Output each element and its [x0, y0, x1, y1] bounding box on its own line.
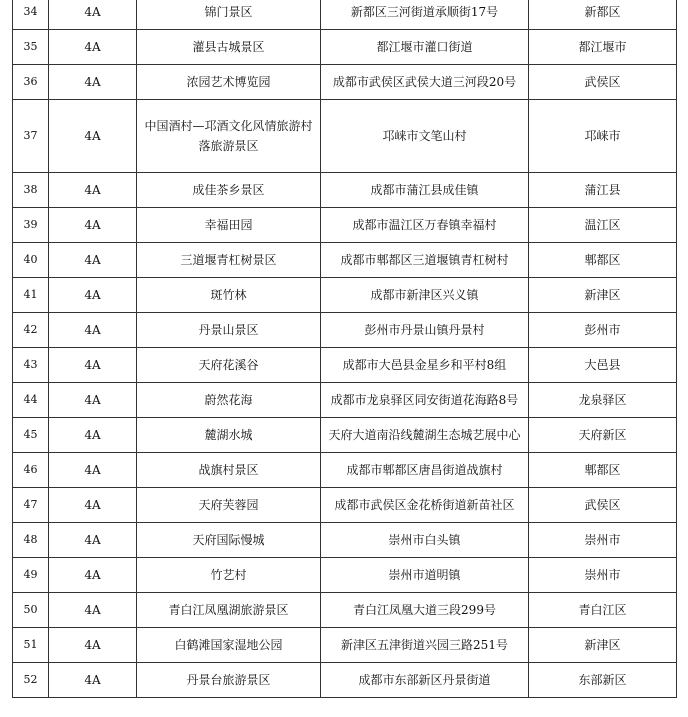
scenic-name-cell: 三道堰青杠树景区 — [137, 243, 321, 278]
district-cell: 新津区 — [529, 278, 677, 313]
scenic-name-cell: 天府花溪谷 — [137, 348, 321, 383]
address-cell: 都江堰市灌口街道 — [321, 30, 529, 65]
grade-cell: 4A — [49, 593, 137, 628]
table-row — [13, 173, 677, 208]
scenic-name-cell: 锦门景区 — [137, 0, 321, 30]
address-cell: 崇州市白头镇 — [321, 523, 529, 558]
table-row — [13, 558, 677, 593]
grade-cell: 4A — [49, 278, 137, 313]
table-body — [13, 0, 677, 698]
district-cell: 崇州市 — [529, 523, 677, 558]
table-row — [13, 313, 677, 348]
row-number-cell: 52 — [13, 663, 49, 698]
grade-cell: 4A — [49, 65, 137, 100]
scenic-name-cell: 竹艺村 — [137, 558, 321, 593]
address-cell: 成都市郫都区唐昌街道战旗村 — [321, 453, 529, 488]
scenic-name-cell: 斑竹林 — [137, 278, 321, 313]
table-row — [13, 100, 677, 173]
scenic-area-table — [12, 0, 677, 698]
district-cell: 蒲江县 — [529, 173, 677, 208]
scenic-name-cell: 成佳茶乡景区 — [137, 173, 321, 208]
address-cell: 邛崃市文笔山村 — [321, 100, 529, 173]
district-cell: 彭州市 — [529, 313, 677, 348]
scenic-name-cell: 丹景山景区 — [137, 313, 321, 348]
scenic-name-cell: 战旗村景区 — [137, 453, 321, 488]
district-cell: 武侯区 — [529, 488, 677, 523]
district-cell: 温江区 — [529, 208, 677, 243]
grade-cell: 4A — [49, 383, 137, 418]
grade-cell: 4A — [49, 663, 137, 698]
grade-cell: 4A — [49, 348, 137, 383]
row-number-cell: 40 — [13, 243, 49, 278]
address-cell: 彭州市丹景山镇丹景村 — [321, 313, 529, 348]
scenic-name-cell: 天府国际慢城 — [137, 523, 321, 558]
table-row — [13, 453, 677, 488]
table-row — [13, 243, 677, 278]
scenic-name-cell: 白鹤滩国家湿地公园 — [137, 628, 321, 663]
row-number-cell: 38 — [13, 173, 49, 208]
table-row — [13, 30, 677, 65]
district-cell: 邛崃市 — [529, 100, 677, 173]
scenic-name-cell: 天府芙蓉园 — [137, 488, 321, 523]
address-cell: 青白江凤凰大道三段299号 — [321, 593, 529, 628]
grade-cell: 4A — [49, 30, 137, 65]
table-row — [13, 383, 677, 418]
scenic-name-cell: 蔚然花海 — [137, 383, 321, 418]
row-number-cell: 41 — [13, 278, 49, 313]
scenic-name-cell: 青白江凤凰湖旅游景区 — [137, 593, 321, 628]
grade-cell: 4A — [49, 173, 137, 208]
address-cell: 成都市新津区兴义镇 — [321, 278, 529, 313]
row-number-cell: 34 — [13, 0, 49, 30]
address-cell: 崇州市道明镇 — [321, 558, 529, 593]
table-row — [13, 593, 677, 628]
district-cell: 东部新区 — [529, 663, 677, 698]
district-cell: 新都区 — [529, 0, 677, 30]
grade-cell: 4A — [49, 243, 137, 278]
district-cell: 都江堰市 — [529, 30, 677, 65]
table-row — [13, 348, 677, 383]
scenic-name-cell: 中国酒村—邛酒文化风情旅游村落旅游景区 — [137, 100, 321, 173]
row-number-cell: 49 — [13, 558, 49, 593]
scenic-name-cell: 幸福田园 — [137, 208, 321, 243]
scenic-name-cell: 浓园艺术博览园 — [137, 65, 321, 100]
row-number-cell: 42 — [13, 313, 49, 348]
district-cell: 龙泉驿区 — [529, 383, 677, 418]
grade-cell: 4A — [49, 628, 137, 663]
row-number-cell: 39 — [13, 208, 49, 243]
district-cell: 天府新区 — [529, 418, 677, 453]
row-number-cell: 46 — [13, 453, 49, 488]
table-row — [13, 65, 677, 100]
grade-cell: 4A — [49, 208, 137, 243]
row-number-cell: 44 — [13, 383, 49, 418]
grade-cell: 4A — [49, 558, 137, 593]
row-number-cell: 51 — [13, 628, 49, 663]
row-number-cell: 47 — [13, 488, 49, 523]
district-cell: 新津区 — [529, 628, 677, 663]
row-number-cell: 35 — [13, 30, 49, 65]
district-cell: 崇州市 — [529, 558, 677, 593]
district-cell: 武侯区 — [529, 65, 677, 100]
table-row — [13, 628, 677, 663]
address-cell: 成都市郫都区三道堰镇青杠树村 — [321, 243, 529, 278]
grade-cell: 4A — [49, 313, 137, 348]
row-number-cell: 48 — [13, 523, 49, 558]
row-number-cell: 45 — [13, 418, 49, 453]
address-cell: 成都市武侯区武侯大道三河段20号 — [321, 65, 529, 100]
row-number-cell: 37 — [13, 100, 49, 173]
table-row — [13, 418, 677, 453]
district-cell: 青白江区 — [529, 593, 677, 628]
district-cell: 郫都区 — [529, 453, 677, 488]
scenic-name-cell: 麓湖水城 — [137, 418, 321, 453]
grade-cell: 4A — [49, 418, 137, 453]
address-cell: 成都市龙泉驿区同安街道花海路8号 — [321, 383, 529, 418]
table-row — [13, 488, 677, 523]
address-cell: 成都市温江区万春镇幸福村 — [321, 208, 529, 243]
address-cell: 成都市蒲江县成佳镇 — [321, 173, 529, 208]
address-cell: 成都市东部新区丹景街道 — [321, 663, 529, 698]
table-row — [13, 0, 677, 30]
grade-cell: 4A — [49, 0, 137, 30]
row-number-cell: 50 — [13, 593, 49, 628]
address-cell: 新都区三河街道承顺街17号 — [321, 0, 529, 30]
row-number-cell: 36 — [13, 65, 49, 100]
grade-cell: 4A — [49, 523, 137, 558]
address-cell: 新津区五津街道兴园三路251号 — [321, 628, 529, 663]
grade-cell: 4A — [49, 100, 137, 173]
district-cell: 大邑县 — [529, 348, 677, 383]
district-cell: 郫都区 — [529, 243, 677, 278]
row-number-cell: 43 — [13, 348, 49, 383]
table-row — [13, 663, 677, 698]
scenic-area-table-container — [12, 0, 676, 698]
scenic-name-cell: 丹景台旅游景区 — [137, 663, 321, 698]
grade-cell: 4A — [49, 453, 137, 488]
table-row — [13, 523, 677, 558]
table-row — [13, 278, 677, 313]
scenic-name-cell: 灌县古城景区 — [137, 30, 321, 65]
address-cell: 成都市大邑县金星乡和平村8组 — [321, 348, 529, 383]
grade-cell: 4A — [49, 488, 137, 523]
table-row — [13, 208, 677, 243]
address-cell: 成都市武侯区金花桥街道新苗社区 — [321, 488, 529, 523]
address-cell: 天府大道南沿线麓湖生态城艺展中心 — [321, 418, 529, 453]
